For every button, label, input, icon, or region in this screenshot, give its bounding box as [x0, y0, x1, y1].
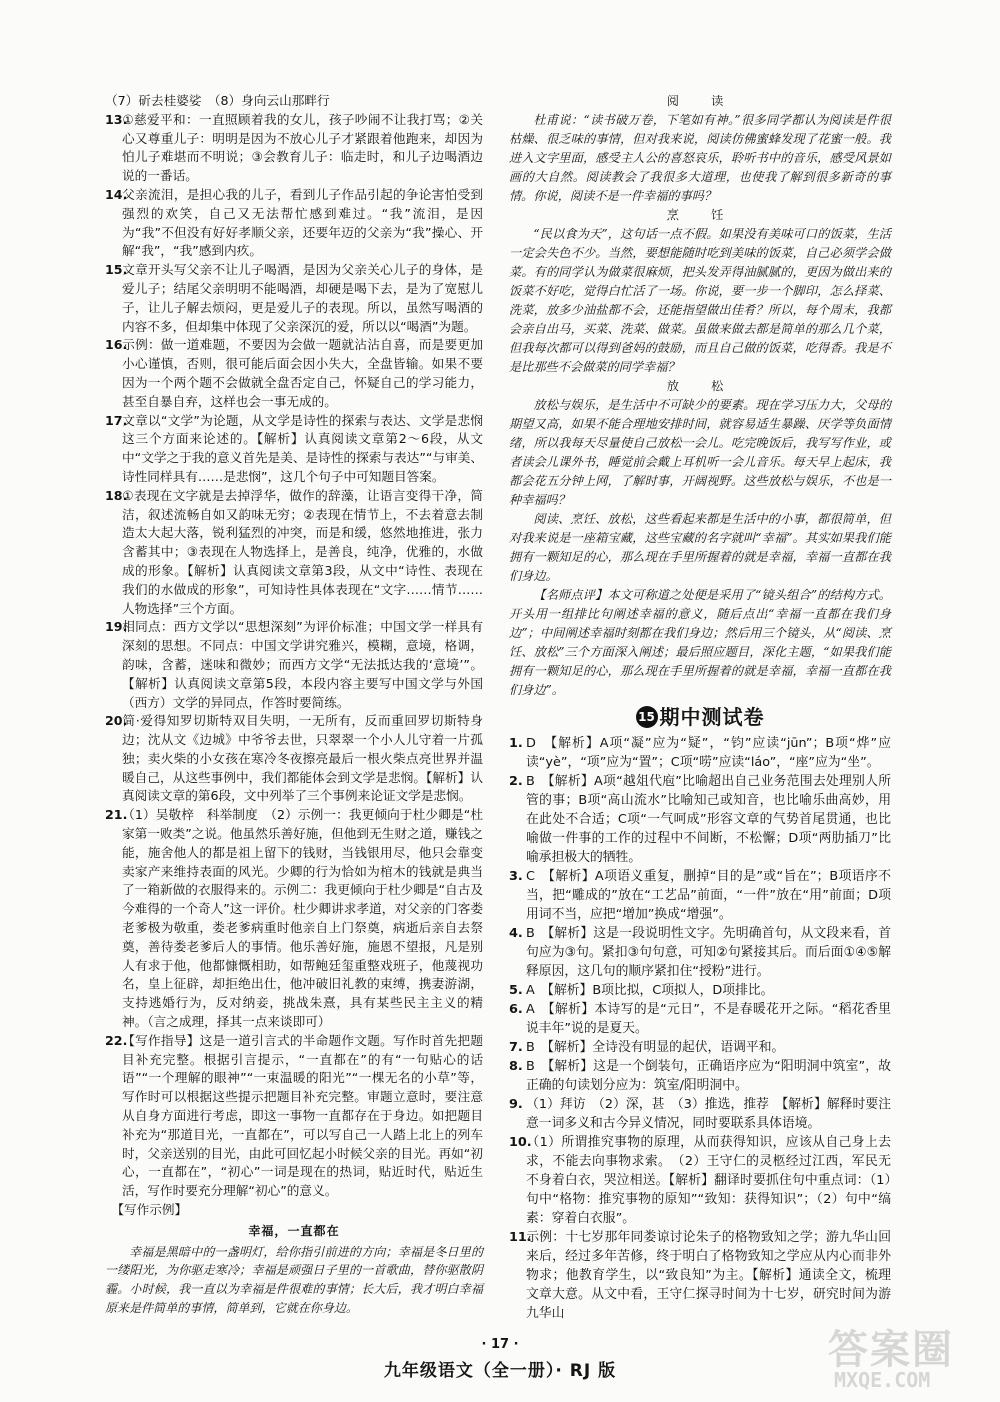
test-answer-6: 6. A 【解析】本诗写的是“元日”，不是春暖花开之际。“稻花香里说丰年”说的是夏天。 [509, 1002, 891, 1036]
answer-item-19: 19.相同点：西方文学以“思想深刻”为评价标准；中国文学一样具有深刻的思想。不同点：中国文学讲究雅兴，模糊，意境，格调，韵味，含蓄，迷味和微妙；而西方文学“无法抵达我的‘意境’”。【解析】认真阅读文章第5段，本段内容主要写中国文学与外国（西方）文学的异同点，作答时要简练。 [105, 619, 483, 710]
section-title-text: 期中测试卷 [659, 705, 765, 729]
test-answer-7: 7. B 【解析】全诗没有明显的起伏，语调平和。 [509, 1040, 785, 1055]
watermark-text-cn: 答案圈 [828, 1327, 954, 1373]
essay-subhead-cooking: 烹 饪 [666, 208, 734, 222]
essay-subhead-relax: 放 松 [666, 379, 734, 393]
essay-intro-paragraph: 幸福是黑暗中的一盏明灯，给你指引前进的方向；幸福是冬日里的一缕阳光，为你驱走寒冷；幸福是顽强日子里的一首歌曲，替你驱散阴霾。小时候，我一直以为幸福是件很难的事情；长大后，我才明白幸福原来是件简单的事情，简单到，它就在你身边。 [105, 1244, 483, 1315]
right-column [509, 92, 891, 1323]
writing-example-label: 【写作示例】 [105, 1202, 188, 1218]
test-answer-4: 4. B 【解析】这是一段说明性文字。先明确首句，从文段来看，首句应为③句。紧扣③句句意，可知②句紧接其后。而后面①④⑤解释原因，这几句的顺序紧扣住“授粉”进行。 [509, 926, 891, 979]
answer-item-13: 13.①慈爱平和：一直照顾着我的女儿，孩子吵闹不让我打骂；②关心又尊重儿子：明明是因为不放心儿子才紧跟着他跑来，却因为怕儿子难堪而不明说；③会教育儿子：临走时，和儿子边喝酒边说的一番话。 [105, 111, 483, 184]
section-number-badge: 15 [636, 706, 658, 728]
page-number: · 17 · [481, 1337, 519, 1352]
book-title-footer: 九年级语文（全一册）· RJ 版 [383, 1361, 617, 1381]
answer-item-15: 15.文章开头写父亲不让儿子喝酒，是因为父亲关心儿子的身体，是爱儿子；结尾父亲明明不能喝酒，却硬是喝下去，是为了宽慰儿子，让儿子解去烦闷，更是爱儿子的表现。所以，虽然写喝酒的内容不多，但却集中体现了父亲深沉的爱，所以以“喝酒”为题。 [105, 262, 483, 334]
answer-item: （7）斫去桂婆娑 （8）身向云山那畔行 [105, 93, 330, 108]
teacher-comment: 【名师点评】本文可称道之处便是采用了“镜头组合”的结构方式。开头用一组排比句阐述幸福的意义，随后点出“幸福一直都在我们身边”；中间阐述幸福时刻都在我们身边；然后用三个镜头，从“阅读、烹饪、放松”三个方面深入阐述；最后照应题目，深化主题，“如果我们能拥有一颗知足的心，那么现在手里所握着的就是幸福，幸福一直都在我们身边”。 [509, 588, 891, 697]
answer-item-21: 21.（1）吴敬梓 科举制度 （2）示例一：我更倾向于杜少卿是“杜家第一败类”之说。他虽然乐善好施，但他到无生财之道，赚钱之能，施舍他人的都是祖上留下的钱财，当钱银用尽，他只会靠变卖家产来维持表面的风光。少卿的行为恰如为棺木的钱就是典当了一箱新做的衣服得来的。示例二：我更倾向于杜少卿是“自古及今难得的一个奇人”这一评价。杜少卿讲求孝道，对父亲的门客娄老爹极为敬重，娄老爹病重时他亲自上门祭奠，病逝后亲自去祭奠，善待娄老爹后人的事情。他乐善好施，施恩不望报，凡是别人有求于他，他都慷慨相助，如帮鲍廷玺重整戏班子，他蔑视功名，皇上征辟，却拒绝出仕，他冲破旧礼教的束缚，携妻游湖，支持逃婚行为，反对纳妾，挑战朱熹，具有某些民主主义的精神。（言之成理，择其一点来谈即可） [105, 807, 483, 1030]
answer-item-16: 16.示例：做一道难题，不要因为会做一题就沾沾自喜，而是要更加小心谨慎，否则，很可能后面会因小失大，全盘皆输。如果不要因为一个两个题不会做就全盘否定自己，怀疑自己的学习能力，甚至自暴自弃，这样也会一事无成的。 [105, 337, 483, 409]
left-column [105, 92, 483, 1318]
answer-item-20: 20.简·爱得知罗切斯特双目失明，一无所有，反而重回罗切斯特身边；沈从文《边城》中爷爷去世，只翠翠一个小人儿守着一片孤独；卖火柴的小女孩在寒冷冬夜擦亮最后一根火柴点亮世界并温暖自己，从这些事例中，我们都能体会到文学是悲悯。【解析】认真阅读文章的第6段，文中列举了三个事例来论证文学是悲悯。 [105, 713, 483, 804]
test-answer-9: 9. （1）拜访 （2）深，甚 （3）推选，推荐 【解析】解释时要注意一词多义和古今异义情况，同时要联系具体语境。 [509, 1097, 891, 1131]
answer-item-18: 18.①表现在文字就是去掉浮华，做作的辞藻，让语言变得干净，简洁，叙述流畅自如又韵味无穷；②表现在情节上，不去着意去制造太大起大落，锐利猛烈的冲突，而是和缓，悠然地推进，张力含蓄其中；③表现在人物选择上，是善良，纯净，优雅的，水做成的形象。【解析】认真阅读文章第3段，从文中“诗性、表现在我们的水做成的形象”，可知诗性具体表现在“文字……情节……人物选择”三个方面。 [105, 487, 483, 616]
test-answer-11: 11.示例：十七岁那年同娄谅讨论朱子的格物致知之学；游九华山回来后，经过多年苦修，终于明白了格物致知之学应从内心而非外物求；他教育学生，以“致良知”为主。【解析】通读全文，梳理文章大意。从文中看，王守仁探寻时间为十七岁，研究时间为游九华山 [509, 1230, 891, 1321]
section-title [509, 706, 891, 728]
essay-paragraph-reading: 杜甫说：“读书破万卷，下笔如有神。”很多同学都认为阅读是件很枯燥、很乏味的事情，但对我来说，阅读仿佛蜜蜂发现了花蜜一般。我进入文字里面，感受主人公的喜怒哀乐，聆听书中的音乐，感受风景如画的大自然。阅读教会了我很多大道理，也使我了解到很多新奇的事情。你说，阅读不是一件幸福的事吗？ [509, 113, 891, 203]
watermark-text-en: MXQE.COM [834, 1368, 931, 1392]
essay-subhead-reading: 阅 读 [666, 94, 734, 108]
watermark-logo [820, 1318, 985, 1396]
test-answer-3: 3. C 【解析】A项语义重复，删掉“目的是”或“旨在”；B项语序不当，把“雕成的”放在“工艺品”前面，“一件”放在“用”前面；D项用词不当，应把“增加”换成“增强”。 [509, 869, 891, 922]
answer-item-17: 17.文章以“文学”为论题，从文学是诗性的探索与表达、文学是悲悯这三个方面来论述的。【解析】认真阅读文章第2～6段，从文中“文学之于我的意义首先是美、是诗性的探索与表达”“与审美、诗性同样具有……是悲悯”，这几个句子中可知题目答案。 [105, 412, 483, 484]
essay-paragraph-conclusion: 阅读、烹饪、放松，这些看起来都是生活中的小事，都很简单，但对我来说是一座箱宝藏，这些宝藏的名字就叫“幸福”。其实如果我们能拥有一颗知足的心，那么现在手里所握着的就是幸福，幸福一直都在我们身边。 [509, 512, 891, 583]
essay-paragraph-relax: 放松与娱乐，是生活中不可缺少的要素。现在学习压力大，父母的期望又高，如果不能合理地安排时间，就容易适生暴躁、厌学等负面情绪，所以我每天尽量使自己放松一会儿。吃完晚饭后，我写写作业，或者读会儿课外书，睡觉前会戴上耳机听一会儿音乐。每天早上起床，我都会花五分钟上网，了解时事，开阔视野。这些放松与娱乐，不也是一种幸福吗？ [509, 398, 891, 507]
essay-title: 幸福，一直都在 [248, 1223, 340, 1238]
test-answer-10: 10.（1）所谓推究事物的原理，从而获得知识，应该从自己身上去求，不能去向事物求索。 （2）王守仁的灵柩经过江西，军民无不身着白衣，哭泣相送。【解析】翻译时要抓住句中重点词：（1）句中“格物：推究事物的原知”“致知：获得知识”；（2）句中“缟素：穿着白衣服”。 [509, 1135, 891, 1226]
essay-paragraph-cooking: “民以食为天”，这句话一点不假。如果没有美味可口的饭菜，生活一定会失色不少。当然，要想能随时吃到美味的饭菜，自己必须学会做菜。有的同学认为做菜很麻烦，把头发弄得油腻腻的，更因为做出来的饭菜不好吃，觉得白忙活了一场。你说，要一步一个脚印，怎么择菜、洗菜，放多少油盐都不会，还能指望做出佳肴？所以，每个周末，我都会亲自出马，买菜、洗菜、做菜。虽做来做去都是简单的那么几个菜，但我每次都可以得到爸妈的鼓励，而且自己做的饭菜，吃得香。我是不是比那些不会做菜的同学幸福？ [509, 227, 891, 374]
test-answer-8: 8. B 【解析】这是一个倒装句，正确语序应为“阳明洞中筑室”，故正确的句读划分应为：筑室/阳明洞中。 [509, 1059, 891, 1093]
test-answer-2: 2. B 【解析】A项“越俎代庖”比喻超出自己业务范围去处理别人所管的事；B项“高山流水”比喻知己或知音，也比喻乐曲高妙，用在此处不合适；C项“一气呵成”形容文章的气势首尾贯通，也比喻做一件事的工作的过程中不间断，不松懈；D项“两肋插刀”比喻承担极大的牺牲。 [509, 774, 891, 865]
test-answer-1: 1. D 【解析】A项“凝”应为“疑”，“钧”应读“jūn”；B项“烨”应读“yè”，“项”应为“置”；C项“唠”应读“láo”，“座”应为“坐”。 [509, 736, 891, 770]
answer-item-14: 14.父亲流泪，是担心我的儿子，看到儿子作品引起的争论害怕受到强烈的欢笑，自己又无法帮忙感到难过。“我”流泪，是因为“我”不但没有好好孝顺父亲，还要年迈的父亲为“我”操心、开解“我”，“我”感到内疚。 [105, 186, 483, 259]
answer-item-22: 22.【写作指导】这是一道引言式的半命题作文题。写作时首先把题目补充完整。根据引言提示，“一直都在”的有“一句贴心的话语”“一个理解的眼神”“一束温暖的阳光”“一棵无名的小草”等，写作时可以根据这些提示把题目补充完整。审题立意时，要注意从自身方面进行考虑，即这一事物一直都存在于身边。如把题目补充为“那道目光，一直都在”，可以写自己一人踏上北上的列车时，父亲送别的目光，由此可回忆起小时候父亲的目光。再如“初心，一直都在”，“初心”一词是现在的热词，贴近时代，贴近生活，写作时要充分理解“初心”的意义。 [105, 1032, 483, 1199]
test-answer-5: 5. A 【解析】B项比拟，C项拟人，D项排比。 [509, 983, 774, 998]
